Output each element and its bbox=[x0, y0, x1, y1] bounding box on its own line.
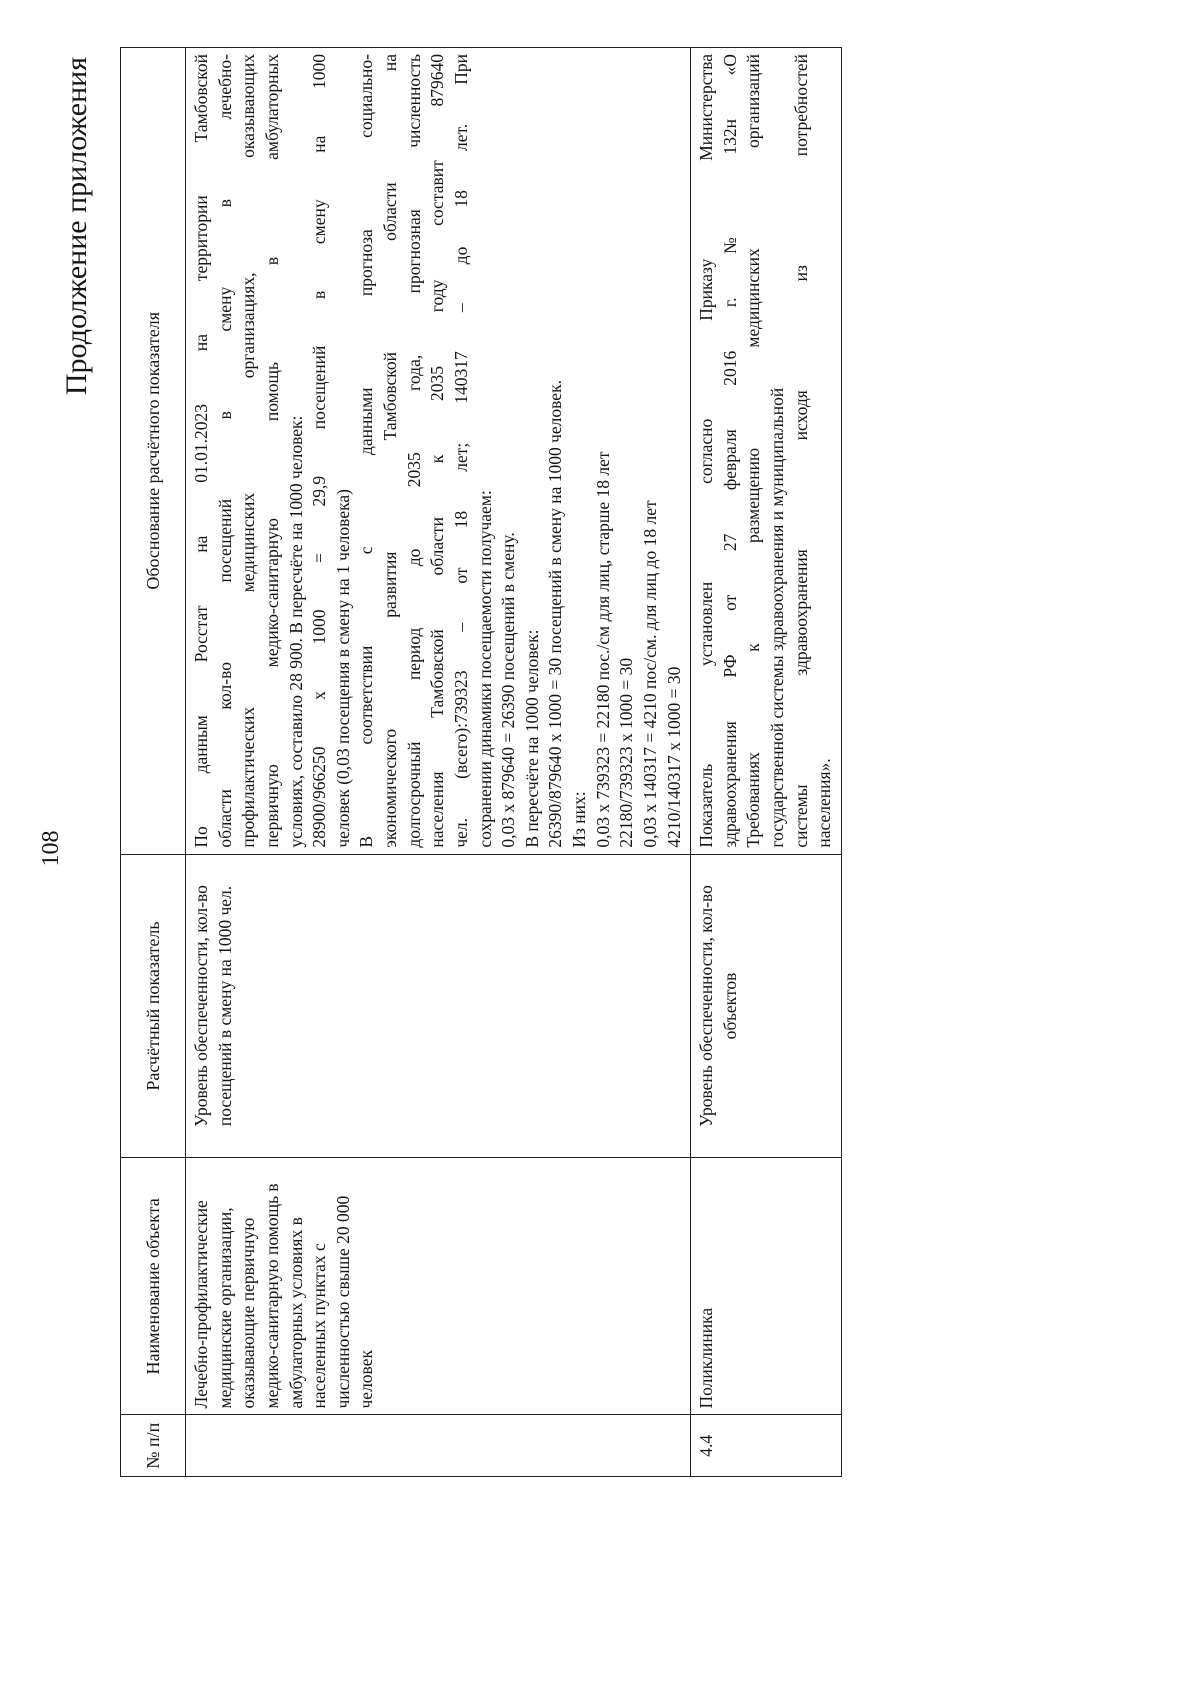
justification-line: В пересчёте на 1000 человек: bbox=[521, 629, 542, 848]
table-header-row bbox=[121, 48, 186, 1477]
header-indicator: Расчётный показатель bbox=[121, 854, 186, 1158]
cell-num bbox=[186, 1415, 691, 1477]
header-name: Наименование объекта bbox=[121, 1158, 186, 1415]
justification-line: 22180/739323 х 1000 = 30 bbox=[616, 657, 637, 848]
justification-line: населения». bbox=[814, 758, 835, 848]
justification-line: профилактических медицинских организациях, оказывающих bbox=[238, 54, 259, 848]
justification-line: чел. (всего):739323 – от 18 лет; 140317 – до 18 лет. При bbox=[450, 54, 471, 848]
justification-line: Требованиях к размещению медицинских организаций bbox=[743, 54, 764, 848]
justification-line: 26390/879640 х 1000 = 30 посещений в смену на 1000 человек. bbox=[545, 380, 566, 848]
justification-line: 4210/140317 х 1000 = 30 bbox=[663, 666, 684, 848]
justification-line: долгосрочный период до 2035 года, прогнозная численность bbox=[403, 54, 424, 848]
table-row bbox=[186, 48, 691, 1477]
cell-num: 4.4 bbox=[691, 1415, 842, 1477]
justification-line: первичную медико-санитарную помощь в амбулаторных bbox=[261, 54, 282, 848]
justification-line: 0,03 х 739323 = 22180 пос./см для лиц, старше 18 лет bbox=[592, 451, 613, 848]
justification-line: здравоохранения РФ от 27 февраля 2016 г. № 132н «О bbox=[719, 54, 740, 848]
justification-line: сохранении динамики посещаемости получаем: bbox=[474, 490, 495, 848]
cell-indicator: Уровень обеспеченности, кол-во посещений в смену на 1000 чел. bbox=[186, 854, 691, 1158]
justification-line: системы здравоохранения исходя из потребностей bbox=[790, 54, 811, 848]
justification-line: Из них: bbox=[569, 791, 589, 848]
cell-justification bbox=[691, 48, 842, 855]
justification-line: 0,03 х 140317 = 4210 пос/см. для лиц до 18 лет bbox=[639, 500, 660, 848]
cell-indicator: Уровень обеспеченности, кол-во объектов bbox=[691, 854, 842, 1158]
justification-line: В соответствии с данными прогноза социально- bbox=[356, 54, 377, 848]
justification-line: экономического развития Тамбовской области на bbox=[380, 54, 400, 848]
header-num: № п/п bbox=[121, 1415, 186, 1477]
indicators-table bbox=[120, 47, 842, 1477]
header-justification: Обоснование расчётного показателя bbox=[121, 48, 186, 855]
justification-line: 0,03 х 879640 = 26390 посещений в смену. bbox=[498, 532, 519, 848]
justification-line: государственной системы здравоохранения и муниципальной bbox=[767, 387, 787, 848]
justification-line: 28900/966250 х 1000 = 29,9 посещений в смену на 1000 bbox=[309, 54, 330, 848]
cell-object-name: Лечебно-профилактические медицинские организации, оказывающие первичную медико-санитарную помощь в амбулаторных условиях в населенных пунктах с численностью свыше 20 000 человек bbox=[186, 1158, 691, 1415]
justification-line: Показатель установлен согласно Приказу Министерства bbox=[696, 54, 717, 848]
justification-line: По данным Росстат на 01.01.2023 на территории Тамбовской bbox=[191, 54, 211, 848]
justification-line: области кол-во посещений в смену в лечебно- bbox=[214, 54, 235, 848]
table-row bbox=[691, 48, 842, 1477]
cell-object-name: Поликлиника bbox=[691, 1158, 842, 1415]
page-number: 108 bbox=[38, 830, 64, 867]
justification-line: условиях, составило 28 900. В пересчёте на 1000 человек: bbox=[285, 415, 306, 848]
justification-line: населения Тамбовской области к 2035 году составит 879640 bbox=[427, 54, 448, 848]
header-continuation: Продолжение приложения bbox=[60, 57, 93, 396]
cell-justification bbox=[186, 48, 691, 855]
justification-line: человек (0,03 посещения в смену на 1 человека) bbox=[332, 489, 353, 848]
